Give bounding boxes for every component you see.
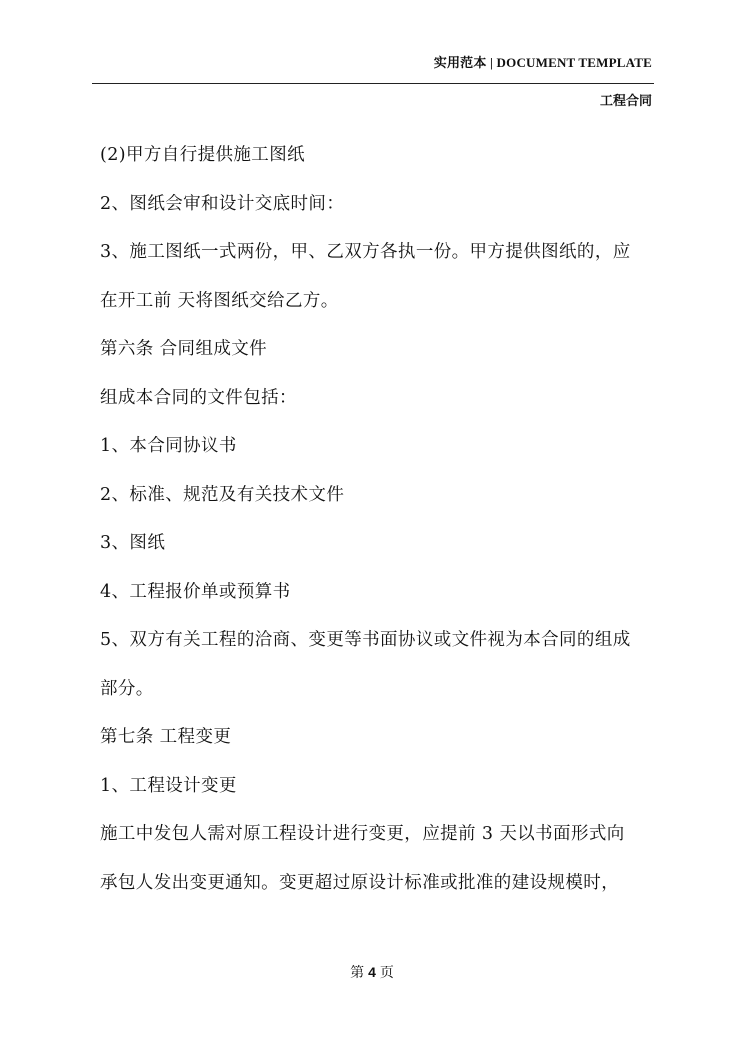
body-line: 2、图纸会审和设计交底时间： — [100, 193, 345, 214]
list-item: 1、工程设计变更 — [100, 775, 237, 796]
header-title: 实用范本 | DOCUMENT TEMPLATE — [433, 55, 652, 70]
body-line: 组成本合同的文件包括： — [100, 387, 297, 408]
list-item: 2、标准、规范及有关技术文件 — [100, 484, 345, 505]
body-line: (2)甲方自行提供施工图纸 — [100, 145, 305, 165]
body-line: 承包人发出变更通知。变更超过原设计标准或批准的建设规模时， — [100, 872, 620, 893]
list-item: 4、工程报价单或预算书 — [100, 581, 291, 602]
body-line: 施工中发包人需对原工程设计进行变更，应提前 3 天以书面形式向 — [100, 824, 625, 844]
page-prefix: 第 — [350, 965, 365, 981]
list-item: 1、本合同协议书 — [100, 436, 237, 456]
body-line: 在开工前 天将图纸交给乙方。 — [100, 290, 339, 311]
list-item: 5、双方有关工程的洽商、变更等书面协议或文件视为本合同的组成 — [100, 630, 631, 650]
document-body — [100, 140, 660, 916]
header-divider — [92, 83, 654, 84]
header-subtitle: 工程合同 — [599, 94, 652, 109]
page-footer — [0, 962, 744, 982]
section-heading: 第七条 工程变更 — [100, 727, 232, 747]
section-heading: 第六条 合同组成文件 — [100, 339, 268, 359]
page-suffix: 页 — [379, 965, 394, 981]
body-line: 部分。 — [100, 678, 154, 699]
list-item: 3、图纸 — [100, 533, 166, 553]
body-line: 3、施工图纸一式两份，甲、乙双方各执一份。甲方提供图纸的，应 — [100, 242, 631, 262]
page-number: 4 — [368, 964, 376, 980]
